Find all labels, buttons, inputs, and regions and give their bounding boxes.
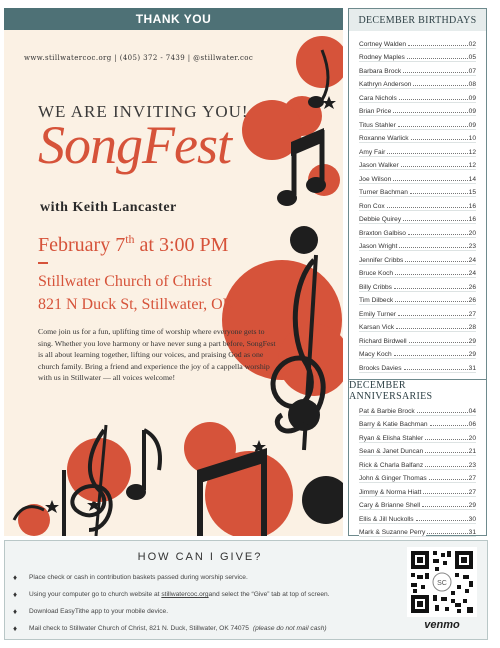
leader-dots	[423, 493, 467, 494]
birthday-name: Joe Wilson	[359, 175, 392, 183]
leader-dots	[398, 126, 468, 127]
birthday-day: 16	[468, 202, 476, 210]
anniversaries-list	[349, 402, 486, 537]
list-item	[359, 359, 476, 373]
list-item	[359, 211, 476, 225]
flyer-church-name: Stillwater Church of Christ	[38, 273, 212, 290]
leader-dots	[394, 288, 468, 289]
giving-option-website-b: and select the “Give” tab at top of screen.	[208, 591, 330, 598]
anniversary-day: 31	[468, 529, 476, 536]
leader-dots	[395, 301, 467, 302]
anniversary-name: Pat & Barbie Brock	[359, 407, 415, 415]
leader-dots	[398, 315, 468, 316]
birthday-day: 07	[468, 67, 476, 75]
anniversary-name: Ryan & Elisha Stahler	[359, 434, 424, 442]
list-item	[359, 49, 476, 63]
birthday-name: Amy Fair	[359, 148, 386, 156]
birthday-name: Jason Wright	[359, 243, 398, 250]
anniversary-name: Rick & Charla Balfanz	[359, 461, 424, 469]
leader-dots	[405, 261, 467, 262]
list-item	[359, 346, 476, 360]
anniversary-day: 06	[468, 421, 476, 428]
birthday-name: Kathryn Anderson	[359, 81, 412, 88]
list-item	[359, 224, 476, 238]
birthday-name: Rodney Maples	[359, 54, 405, 61]
giving-heading: HOW CAN I GIVE?	[137, 551, 263, 563]
birthday-name: Karsan Vick	[359, 324, 395, 331]
leader-dots	[399, 99, 468, 100]
leader-dots	[403, 220, 468, 221]
list-item	[359, 402, 476, 416]
anniversary-name: Mark & Suzanne Perry	[359, 529, 426, 536]
leader-dots	[410, 193, 468, 194]
leader-dots	[395, 274, 468, 275]
leader-dots	[399, 247, 467, 248]
leader-dots	[396, 328, 468, 329]
birthday-day: 15	[468, 189, 476, 196]
leader-dots	[393, 180, 467, 181]
thank-you-banner	[4, 8, 343, 30]
leader-dots	[393, 112, 467, 113]
birthday-day: 29	[468, 351, 476, 358]
birthday-day: 16	[468, 216, 476, 223]
birthday-name: Braxton Galbiso	[359, 229, 406, 237]
birthdays-list	[349, 31, 486, 373]
list-item	[13, 569, 393, 586]
list-item	[13, 586, 393, 603]
birthday-name: Billy Cribbs	[359, 283, 392, 291]
list-item	[359, 170, 476, 184]
flyer-divider	[38, 262, 48, 264]
list-item	[359, 103, 476, 117]
list-item	[359, 238, 476, 252]
leader-dots	[408, 45, 468, 46]
leader-dots	[407, 58, 468, 59]
birthday-day: 20	[468, 229, 476, 237]
birthday-day: 29	[468, 337, 476, 345]
leader-dots	[404, 369, 468, 370]
leader-dots	[425, 452, 468, 453]
list-item	[359, 251, 476, 265]
leader-dots	[430, 425, 468, 426]
diamond-bullet-icon: ♦	[13, 590, 18, 599]
leader-dots	[401, 166, 468, 167]
birthday-name: Debbie Quirey	[359, 216, 402, 223]
anniversary-day: 04	[468, 407, 476, 415]
anniversary-day: 21	[468, 448, 476, 455]
birthday-day: 24	[468, 270, 476, 277]
leader-dots	[429, 479, 468, 480]
list-item	[359, 278, 476, 292]
birthday-day: 27	[468, 310, 476, 318]
birthday-day: 12	[468, 148, 476, 156]
list-item	[359, 456, 476, 470]
qr-code-icon[interactable]	[407, 547, 477, 617]
birthday-name: Richard Birdwell	[359, 337, 407, 345]
list-item	[359, 35, 476, 49]
list-item	[359, 157, 476, 171]
flyer-date-ordinal: th	[125, 232, 135, 246]
birthday-name: Tim Dilbeck	[359, 297, 394, 304]
leader-dots	[417, 412, 468, 413]
list-item	[359, 89, 476, 103]
anniversary-name: Barry & Katie Bachman	[359, 421, 428, 428]
diamond-bullet-icon: ♦	[13, 624, 18, 633]
list-item	[359, 319, 476, 333]
leader-dots	[413, 85, 467, 86]
leader-dots	[387, 207, 468, 208]
leader-dots	[422, 506, 467, 507]
list-item	[359, 524, 476, 538]
anniversary-name: Jimmy & Norma Hiatt	[359, 488, 422, 496]
leader-dots	[416, 520, 468, 521]
anniversary-name: Sean & Janet Duncan	[359, 448, 424, 455]
birthday-name: Cortney Walden	[359, 40, 407, 48]
list-item	[359, 470, 476, 484]
birthday-day: 02	[468, 40, 476, 48]
birthday-day: 05	[468, 54, 476, 61]
birthday-day: 26	[468, 297, 476, 304]
birthday-name: Jennifer Cribbs	[359, 256, 404, 264]
giving-option-mail: Mail check to Stillwater Church of Christ, 821 N. Duck, Stillwater, OK 74075	[29, 625, 249, 632]
giving-option-app: Download EasyTithe app to your mobile device.	[29, 608, 169, 615]
list-item	[359, 510, 476, 524]
anniversary-day: 20	[468, 434, 476, 442]
list-item	[359, 143, 476, 157]
leader-dots	[394, 355, 468, 356]
birthday-day: 26	[468, 283, 476, 291]
list-item	[359, 76, 476, 90]
leader-dots	[425, 466, 468, 467]
list-item	[359, 62, 476, 76]
flyer-date-time: at 3:00 PM	[134, 234, 229, 256]
anniversary-day: 29	[468, 502, 476, 509]
anniversary-day: 27	[468, 475, 476, 482]
anniversary-name: Ellis & Jill Nuckolls	[359, 515, 414, 523]
diamond-bullet-icon: ♦	[13, 573, 18, 582]
birthday-day: 24	[468, 256, 476, 264]
leader-dots	[427, 533, 467, 534]
birthdays-heading: DECEMBER BIRTHDAYS	[349, 9, 486, 31]
flyer-date-main: February 7	[38, 234, 126, 256]
birthday-name: Brooks Davies	[359, 364, 402, 372]
venmo-qr-block[interactable]	[407, 547, 477, 633]
anniversary-name: John & Ginger Thomas	[359, 475, 427, 482]
anniversary-day: 23	[468, 461, 476, 469]
leader-dots	[409, 342, 468, 343]
birthday-name: Turner Bachman	[359, 189, 408, 196]
birthday-name: Bruce Koch	[359, 270, 394, 277]
leader-dots	[387, 153, 467, 154]
flyer-title: SongFest	[38, 115, 231, 175]
list-item	[359, 497, 476, 511]
website-link[interactable]: stillwatercoc.org	[161, 591, 209, 598]
birthday-name: Brian Price	[359, 108, 392, 115]
anniversary-name: Cary & Brianne Shell	[359, 502, 421, 509]
giving-mail-note: (please do not mail cash)	[252, 625, 327, 632]
birthday-day: 31	[468, 364, 476, 372]
flyer-guest-line: with Keith Lancaster	[40, 200, 177, 215]
list-item	[359, 483, 476, 497]
birthday-name: Cara Nichols	[359, 94, 397, 102]
giving-panel	[4, 540, 488, 640]
leader-dots	[408, 234, 468, 235]
birthday-day: 23	[468, 243, 476, 250]
list-item	[359, 416, 476, 430]
list-item	[359, 130, 476, 144]
leader-dots	[411, 139, 468, 140]
anniversaries-panel	[348, 380, 487, 536]
birthday-name: Titus Stahler	[359, 121, 396, 129]
anniversary-day: 27	[468, 488, 476, 496]
songfest-flyer	[4, 30, 343, 536]
birthday-name: Macy Koch	[359, 351, 392, 358]
birthday-name: Jason Walker	[359, 162, 399, 169]
giving-option-baskets: Place check or cash in contribution baskets passed during worship service.	[29, 574, 248, 581]
flyer-location	[38, 270, 234, 316]
birthday-day: 09	[468, 108, 476, 115]
birthday-name: Roxanne Warlick	[359, 135, 409, 142]
giving-options-list	[13, 569, 393, 637]
anniversaries-heading: DECEMBER ANNIVERSARIES	[349, 380, 486, 402]
list-item	[13, 603, 393, 620]
birthday-day: 08	[468, 81, 476, 88]
flyer-date	[38, 232, 228, 257]
list-item	[359, 197, 476, 211]
leader-dots	[403, 72, 468, 73]
list-item	[359, 305, 476, 319]
list-item	[359, 429, 476, 443]
birthday-name: Barbara Brock	[359, 67, 402, 75]
venmo-logo: venmo	[424, 619, 460, 631]
anniversary-day: 30	[468, 515, 476, 523]
list-item	[13, 620, 393, 637]
thank-you-label: THANK YOU	[135, 12, 212, 26]
birthday-day: 28	[468, 324, 476, 331]
birthdays-panel	[348, 8, 487, 380]
birthday-day: 09	[468, 94, 476, 102]
flyer-church-address: 821 N Duck St, Stillwater, OK	[38, 296, 235, 313]
list-item	[359, 184, 476, 198]
birthday-name: Emily Turner	[359, 310, 397, 318]
list-item	[359, 292, 476, 306]
qr-center-label: SC	[437, 580, 447, 587]
list-item	[359, 265, 476, 279]
list-item	[359, 443, 476, 457]
list-item	[359, 332, 476, 346]
birthday-day: 09	[468, 121, 476, 129]
birthday-day: 12	[468, 162, 476, 169]
flyer-inviting-heading: WE ARE INVITING YOU!	[38, 102, 249, 121]
birthday-name: Ron Cox	[359, 202, 385, 210]
leader-dots	[425, 439, 468, 440]
flyer-body-text: Come join us for a fun, uplifting time of worship where everyone gets to sing. Whether you love harmony or have never sung a part before, SongFest is all about learning together, lifting our voices, and praising God as one church family. Bring a friend and experience the joy of a cappella worship with us in Stillwater — all voices welcome!	[38, 327, 276, 383]
birthday-day: 14	[468, 175, 476, 183]
flyer-contact-line: www.stillwatercoc.org | (405) 372 - 7439 | @stillwater.coc	[24, 54, 254, 62]
diamond-bullet-icon: ♦	[13, 607, 18, 616]
list-item	[359, 116, 476, 130]
giving-option-website-a: Using your computer go to church website at	[29, 591, 160, 598]
birthday-day: 10	[468, 135, 476, 142]
